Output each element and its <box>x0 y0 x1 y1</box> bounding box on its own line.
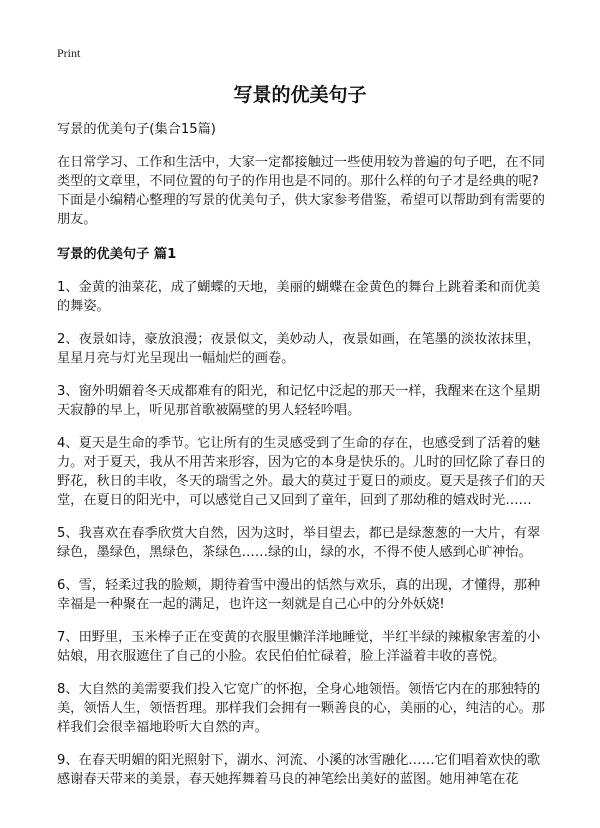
sentence-item: 8、大自然的美需要我们投入它宽广的怀抱，全身心地领悟。领悟它内在的那独特的美，领悟人生，领悟哲理。那样我们会拥有一颗善良的心，美丽的心，纯洁的心。那样我们会很幸福地聆听大自然的声。 <box>57 682 545 735</box>
sentence-item: 3、窗外明媚着冬天成都难有的阳光，和记忆中泛起的那天一样，我醒来在这个星期天寂静的早上，听见那首歌被隔壁的男人轻轻吟唱。 <box>57 384 541 418</box>
sentence-item: 1、金黄的油菜花，成了蝴蝶的天地，美丽的蝴蝶在金黄色的舞台上跳着柔和而优美的舞姿。 <box>57 280 541 314</box>
print-link[interactable]: Print <box>57 46 81 60</box>
document-subtitle: 写景的优美句子(集合15篇) <box>57 122 216 137</box>
sentence-item: 5、我喜欢在春季欣赏大自然，因为这时，举目望去，都已是绿葱葱的一大片，有翠绿色，墨绿色，黑绿色，茶绿色……绿的山，绿的水，不得不使人感到心旷神怡。 <box>57 526 541 560</box>
sentence-item: 9、在春天明媚的阳光照射下，湖水、河流、小溪的冰雪融化……它们唱着欢快的歌感谢春天带来的美景，春天她挥舞着马良的神笔绘出美好的蓝图。她用神笔在花 <box>57 753 541 787</box>
page-title: 写景的优美句子 <box>233 84 367 106</box>
sentence-item: 4、夏天是生命的季节。它让所有的生灵感受到了生命的存在，也感受到了活着的魅力。对于夏天，我从不用苦来形容，因为它的本身是快乐的。儿时的回忆除了春日的野花，秋日的丰收，冬天的瑞雪之外。最大的莫过于夏日的顽皮。夏天是孩子们的天堂，在夏日的阳光中，可以感觉自己又回到了童年，回到了那幼稚的嬉戏时光…… <box>57 436 545 508</box>
section-heading: 写景的优美句子 篇1 <box>57 247 177 262</box>
document-body <box>57 120 549 803</box>
sentence-item: 2、夜景如诗，豪放浪漫；夜景似文，美妙动人，夜景如画，在笔墨的淡妆浓抹里，星星月亮与灯光呈现出一幅灿烂的画卷。 <box>57 332 541 366</box>
sentence-item: 6、雪，轻柔过我的脸颊，期待着雪中漫出的恬然与欢乐，真的出现，才懂得，那种幸福是一种聚在一起的满足，也许这一刻就是自己心中的分外妖娆! <box>57 578 541 612</box>
sentence-item: 7、田野里，玉米棒子正在变黄的衣服里懒洋洋地睡觉，半红半绿的辣椒象害羞的小姑娘，用衣服遮住了自己的小脸。农民伯伯忙碌着，脸上洋溢着丰收的喜悦。 <box>57 630 541 664</box>
intro-paragraph: 在日常学习、工作和生活中，大家一定都接触过一些使用较为普遍的句子吧，在不同类型的文章里，不同位置的句子的作用也是不同的。那什么样的句子才是经典的呢?下面是小编精心整理的写景的优美句子，供大家参考借鉴，希望可以帮助到有需要的朋友。 <box>57 155 545 227</box>
